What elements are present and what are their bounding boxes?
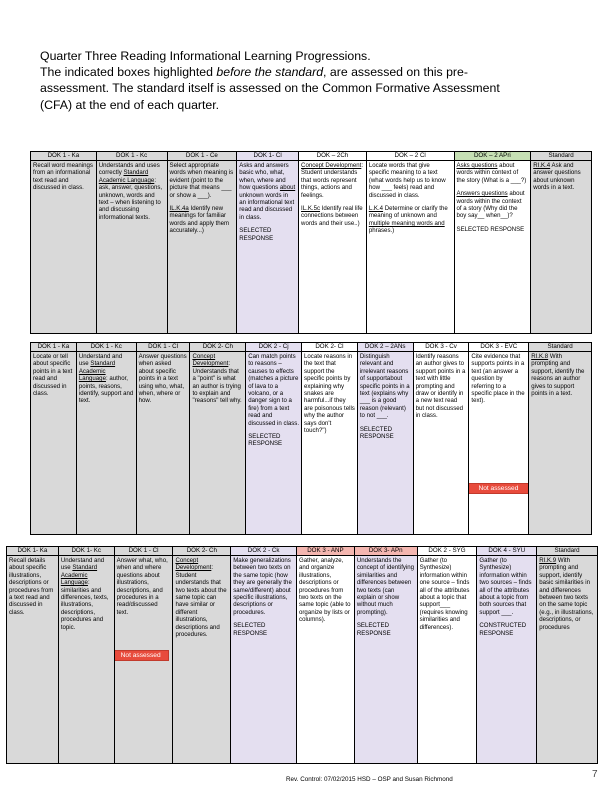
t2-header-2: DOK 1 - Kc — [77, 343, 136, 352]
progression-table-1 — [30, 151, 592, 334]
t3-cell-10-link: RI.K.9 — [539, 557, 557, 564]
t3-col-1 — [7, 547, 59, 763]
t1-cell-6-link: L.K.4 — [368, 205, 384, 213]
selected-response-label: SELECTED RESPONSE — [233, 622, 268, 637]
t2-header-8: DOK 3 - Cv — [414, 343, 469, 352]
t3-cell-4 — [173, 556, 230, 639]
t1-header-3: DOK 1 - Ce — [168, 152, 237, 161]
t3-col-4 — [173, 547, 231, 763]
t1-cell-8 — [531, 161, 591, 193]
t3-header-10: Standard — [537, 547, 597, 556]
t1-cell-6-link2: multiple meaning words and — [368, 219, 445, 227]
t2-cell-3: Answer questions when asked about specific points in a text using who, what, when, where or how. — [138, 353, 187, 405]
t3-cell-4-rest: : Student understands that two texts about the same topic can have similar or different illustrations, descriptions and procedures. — [175, 564, 227, 639]
t2-cell-2-link: Standard Academic Language — [78, 360, 116, 383]
t3-col-2 — [59, 547, 115, 763]
t1-cell-5 — [299, 161, 366, 228]
intro-line-4: (CFA) at the end of each quarter. — [40, 97, 220, 112]
t3-cell-1: Recall details about specific illustrations, descriptions or procedures from a text read and discussed in class. — [9, 557, 54, 616]
t3-cell-2-link: Standard Academic Language — [60, 564, 98, 587]
progression-table-3 — [6, 546, 598, 764]
t3-cell-9 — [477, 556, 536, 638]
t2-cell-4 — [190, 352, 245, 406]
t3-header-2: DOK 1- Kc — [59, 547, 114, 556]
t3-cell-2-rest: : similarities and differences, texts, illustrations, descriptions, procedures and topic. — [60, 579, 109, 631]
t1-col-kc — [97, 152, 168, 333]
t3-header-5: DOK 2 - Ck — [231, 547, 296, 556]
t3-header-7: DOK 3- APn — [355, 547, 417, 556]
t1-header-7: DOK – 2 APri — [455, 152, 531, 161]
t3-cell-9-text: Gather (to Synthesize) information within two sources – finds all of the attributes about a topic from both sources that support ___. — [479, 557, 532, 616]
t3-header-8: DOK 2 - SYG — [418, 547, 477, 556]
t1-col-2apri — [455, 152, 532, 333]
t1-cell-5-link: Concept Development — [301, 162, 362, 169]
t1-col-ce — [168, 152, 238, 333]
t1-cell-5-link2: IL.K.5c — [301, 205, 321, 213]
progression-table-2 — [30, 342, 592, 535]
t1-cell-5-rest2: Identify real life connections between words and their use..) — [301, 205, 363, 227]
t1-cell-2-link: Standard Academic Language — [98, 169, 155, 184]
t2-col-4 — [190, 343, 246, 534]
page-number: 7 — [592, 769, 598, 780]
t3-cell-2-pre: Understand and use — [60, 557, 105, 572]
t3-cell-2 — [59, 556, 114, 632]
t2-col-2 — [77, 343, 137, 534]
t2-cell-7-text: Distinguish relevant and irrelevant reasons of supportabout specific points in a text (explains why ___ is a good reason (relevant) to not ___. — [359, 353, 410, 420]
intro-text — [40, 48, 590, 113]
t3-col-5 — [231, 547, 297, 763]
t1-cell-2-rest: : ask, answer, questions, unknown, words and text – when listening to and discussing informational texts. — [98, 176, 163, 221]
t2-cell-2-pre: Understand and use — [78, 353, 123, 368]
t2-cell-2-rest: : author, points, reasons, identify, support and text. — [78, 375, 134, 405]
t2-cell-10-rest: With prompting and support, identify the reasons an author gives to support points in a text. — [531, 353, 585, 398]
t3-header-9: DOK 4 - SYU — [477, 547, 536, 556]
t1-cell-4-rest: unknown words in an informational text read and discussed in class. — [239, 191, 295, 221]
intro-line-2 — [40, 64, 590, 80]
t2-col-8 — [414, 343, 470, 534]
intro-line-3: assessment. The standard itself is assessed on the Common Formative Assessment — [40, 81, 500, 96]
selected-response-label: SELECTED RESPONSE — [248, 433, 283, 448]
t2-header-6: DOK 2- Cl — [302, 343, 357, 352]
t1-cell-2-pre: Understands and uses correctly — [98, 162, 160, 177]
t1-header-6: DOK – 2 Cl — [367, 152, 454, 161]
t2-col-9 — [469, 343, 529, 534]
t1-col-ka — [31, 152, 97, 333]
t1-header-1: DOK 1 - Ka — [31, 152, 96, 161]
selected-response-label: SELECTED RESPONSE — [359, 425, 394, 441]
t1-cell-3-text: Select appropriate words when meaning is evident (point to the picture that means ___ or show a ___). — [169, 162, 234, 199]
t1-col-standard — [531, 152, 591, 333]
t1-cell-5-rest: : Student understands that words represent things, actions and feelings. — [301, 162, 364, 199]
t1-cell-3 — [168, 161, 237, 236]
t2-col-3 — [137, 343, 191, 534]
constructed-response-label: CONSTRUCTED RESPONSE — [479, 622, 527, 637]
t2-cell-8: Identify reasons an author gives to support points in a text with little prompting and draw or identify in a new text read but not discussed in class. — [415, 353, 466, 420]
t3-cell-7 — [355, 556, 417, 638]
t2-cell-7 — [358, 352, 413, 441]
t1-cell-3-link: IL.K.4a — [169, 205, 189, 213]
intro-line-2a: The indicated boxes highlighted — [40, 65, 217, 80]
t3-col-3 — [115, 547, 174, 763]
selected-response-label: SELECTED RESPONSE — [239, 227, 274, 242]
t1-cell-7-rest: about words within context of the story (What is a ___?) — [456, 162, 527, 184]
t3-header-6: DOK 3 - ANP — [297, 547, 354, 556]
t2-header-9: DOK 3 - EVC — [469, 343, 528, 352]
t1-cell-4 — [237, 161, 298, 243]
t3-header-3: DOK 1 - Cl — [115, 547, 173, 556]
t3-col-6 — [297, 547, 355, 763]
intro-line-2c: , are assessed on this pre- — [323, 65, 468, 80]
t3-col-standard — [537, 547, 597, 763]
t2-header-1: DOK 1 - Ka — [31, 343, 76, 352]
t1-cell-4-link: about — [279, 184, 296, 192]
t2-cell-2 — [77, 352, 136, 406]
t3-cell-8: Gather (to Synthesize) information within one source – finds all of the attributes about a topic that support___ (requires knowing similarities and differences). — [419, 557, 470, 631]
t2-cell-4-link: Concept Development — [192, 353, 229, 368]
t1-cell-8-rest: Ask and answer questions about unknown words in a text. — [533, 162, 581, 192]
t3-cell-6: Gather, analyze, and organize illustrations, descriptions or procedures from two texts on the same topic (able to organize by lists or columns). — [299, 557, 351, 624]
t2-cell-4-rest: : Understands that a "point" is what an author is trying to explain and "reasons" tell why. — [192, 360, 242, 405]
t1-cell-6-rest: Determine or clarify the meaning of unknown and — [368, 205, 448, 220]
t1-header-2: DOK 1 - Kc — [97, 152, 167, 161]
intro-line-1: Quarter Three Reading Informational Learning Progressions. — [40, 49, 371, 63]
t1-cell-1: Recall word meanings from an informational text read and discussed in class. — [33, 162, 93, 192]
t1-col-2cl — [367, 152, 455, 333]
t2-cell-9: Cite evidence that supports points in a text (an answer a question by referring to a specific place in the text). — [471, 353, 525, 405]
t3-cell-5-text: Make generalizations between two texts on the same topic (how they are generally the same/different) about specific illustrations, descriptions or procedures. — [233, 557, 292, 616]
t1-col-cl — [237, 152, 299, 333]
t1-header-5: DOK – 2Ch — [299, 152, 366, 161]
t2-col-5 — [246, 343, 302, 534]
t2-header-7: DOK 2 – 2ANs — [358, 343, 413, 352]
t2-col-7 — [358, 343, 414, 534]
t1-cell-2 — [97, 161, 167, 222]
t1-cell-7-rest2: about words within the context of a story (Why did the boy say__ when__)? — [456, 190, 525, 220]
t2-col-standard — [529, 343, 591, 534]
t2-col-6 — [302, 343, 358, 534]
t3-cell-7-text: Understands the concept of identifying similarities and differences between two texts (can explain or show without much prompting). — [356, 557, 415, 616]
t3-cell-5 — [231, 556, 296, 638]
t3-cell-10 — [537, 556, 597, 632]
t2-cell-5-text: Can match points to reasons – causes to effects (matches a picture of lava to a volcano, or a danger sign to a fire) from a text read and discussed in class. — [248, 353, 300, 427]
t1-col-2ch — [299, 152, 367, 333]
t1-header-4: DOK 1- Cl — [237, 152, 298, 161]
t2-col-1 — [31, 343, 77, 534]
t2-cell-6: Locate reasons in the text that support the specific points by explaining why snakes are harmful...if they are poisonous tells why the author says don't touch?") — [304, 353, 355, 435]
t1-cell-7-link: Asks questions — [456, 162, 498, 169]
footer-revision: Rev. Control: 07/02/2015 HSD – OSP and Susan Richmond — [286, 776, 453, 783]
t2-cell-10 — [529, 352, 591, 398]
t1-cell-4-text: Asks and answers basic who, what, when, where and how questions — [239, 162, 289, 192]
t3-col-9 — [477, 547, 537, 763]
t3-cell-3: Answer what, who, when and where questions about illustrations, descriptions, and procedures in a read/discussed text. — [116, 557, 168, 616]
not-assessed-badge: Not assessed — [115, 650, 169, 661]
t2-header-3: DOK 1 - Cl — [137, 343, 190, 352]
t1-cell-6-rest2: phrases.) — [368, 227, 395, 235]
t3-col-7 — [355, 547, 418, 763]
selected-response-label: SELECTED RESPONSE — [456, 225, 525, 233]
t1-cell-6 — [367, 161, 454, 236]
t2-cell-10-link: RI.K.8 — [531, 353, 549, 360]
t2-header-10: Standard — [529, 343, 591, 352]
t1-cell-7 — [455, 161, 531, 234]
t1-cell-3-rest: Identify new meanings for familiar words and apply them accurately...) — [169, 205, 230, 235]
t3-cell-10-rest: With prompting and support, identify basic similarities in and differences between two texts on the same topic (e.g., in illustrations, descriptions, or procedures — [539, 557, 594, 631]
t2-header-4: DOK 2- Ch — [190, 343, 245, 352]
t2-cell-1: Locate or tell about specific points in a text read and discussed in class. — [33, 353, 73, 398]
not-assessed-badge: Not assessed — [469, 483, 529, 494]
t1-cell-6-text: Locate words that give specific meaning to a text (what words help us to know how ___ feels) read and discussed in class. — [368, 162, 446, 199]
t3-cell-4-link: Concept Development — [175, 557, 212, 572]
selected-response-label: SELECTED RESPONSE — [356, 622, 391, 637]
t1-header-8: Standard — [531, 152, 591, 161]
t1-cell-7-link2: Answers questions — [456, 190, 508, 198]
intro-emphasis: before the standard — [216, 65, 324, 80]
t3-col-8 — [418, 547, 478, 763]
t1-cell-8-link: RI.K.4 — [533, 162, 551, 169]
t2-cell-5 — [246, 352, 301, 449]
t2-header-5: DOK 2 - Cj — [246, 343, 301, 352]
t3-header-1: DOK 1- Ka — [7, 547, 58, 556]
t3-header-4: DOK 2- Ch — [173, 547, 230, 556]
